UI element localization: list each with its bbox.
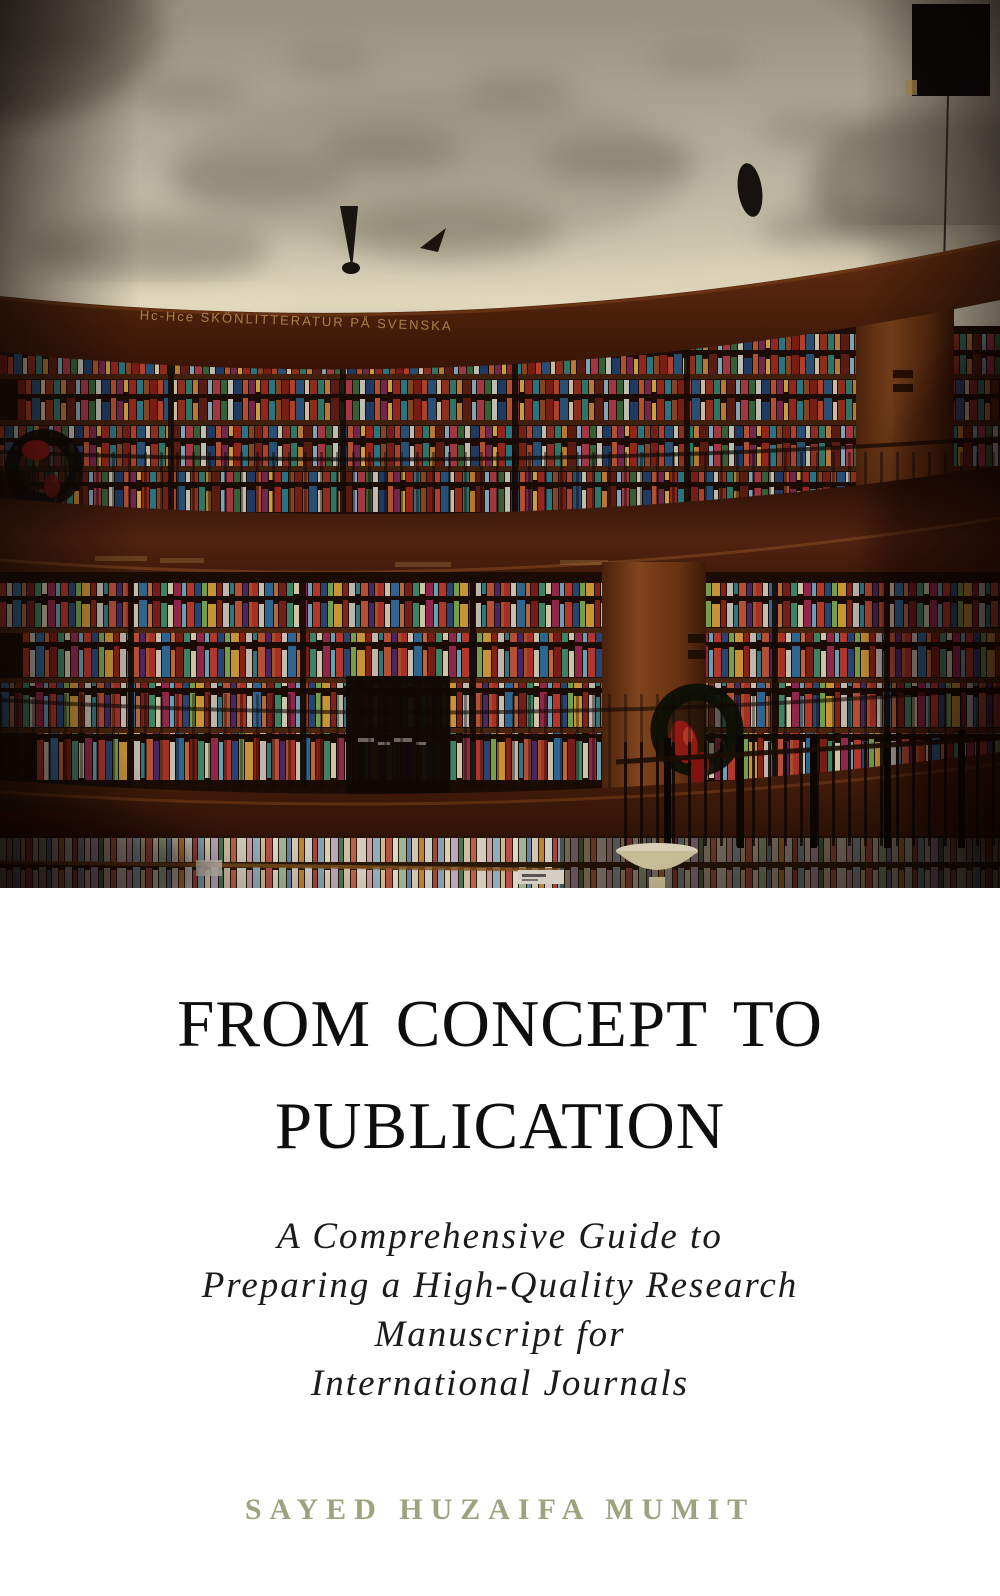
book-subtitle-line-4: International Journals [310,1362,689,1404]
book-subtitle-line-1: A Comprehensive Guide to [277,1216,723,1258]
book-title-line-1: from concept to [177,961,823,1067]
book-subtitle [0,1213,1000,1408]
book-title-line-2: publication [274,1062,726,1169]
cover-text-section [0,888,1000,1596]
book-subtitle-line-2: Preparing a High-Quality Research [201,1265,799,1307]
book-title [0,961,1000,1169]
author-name: SAYED HUZAIFA MUMIT [244,1492,756,1526]
book-subtitle-line-3: Manuscript for [374,1313,626,1355]
